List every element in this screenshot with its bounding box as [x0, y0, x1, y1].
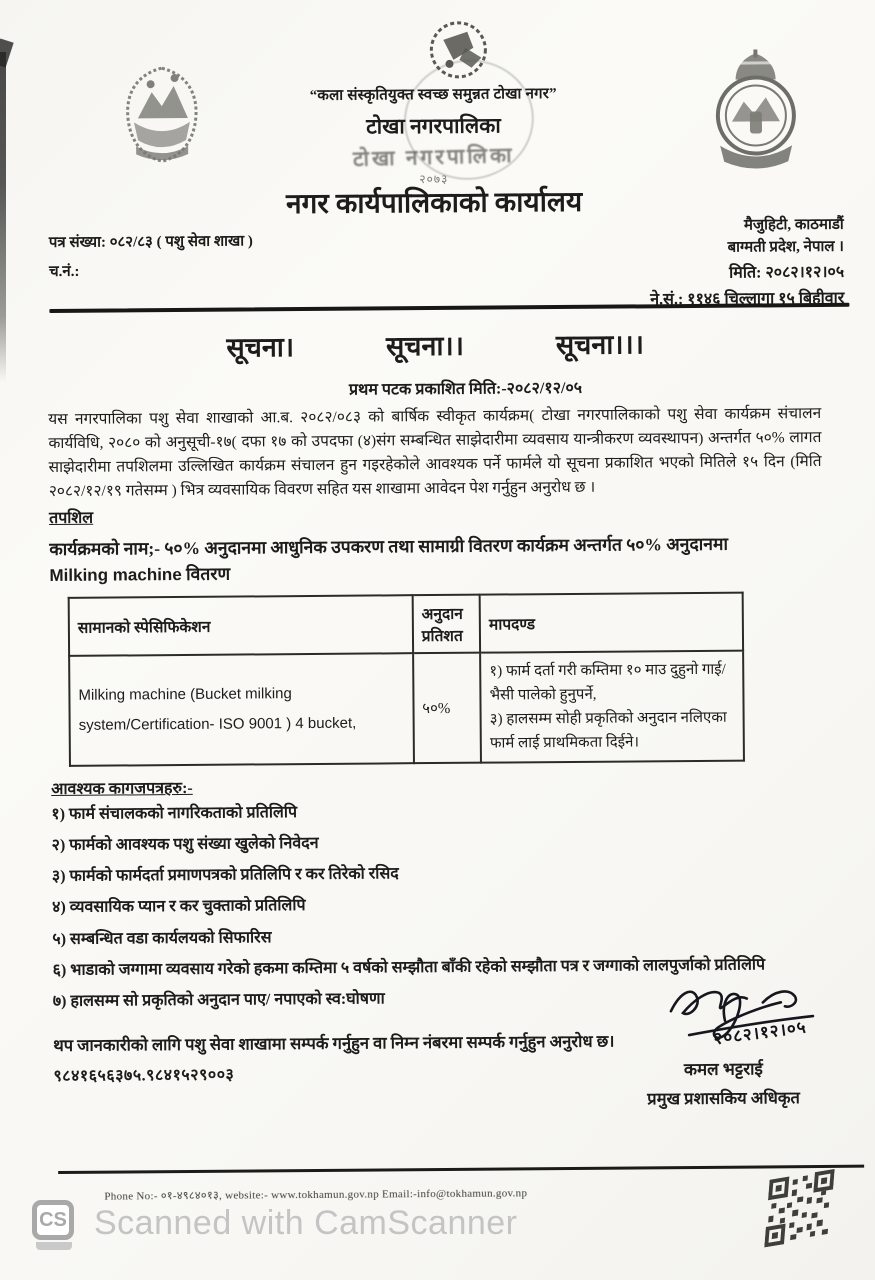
documents-heading: आवश्यक कागजपत्रहरु:- — [51, 779, 193, 798]
col-header-criteria: मापदण्ड — [480, 592, 743, 652]
notice-titles — [0, 323, 873, 367]
ref-number: पत्र संख्या: ०८२/८३ ( पशु सेवा शाखा ) — [48, 233, 253, 252]
address-line-1: मैजुहिटी, काठमाडौं — [743, 216, 844, 234]
cell-criteria-1: १) फार्म दर्ता गरी कम्तिमा १० माउ दुहुनो गाई/ भैसी पालेको हुनुपर्ने, — [489, 661, 726, 704]
cell-grant-percent: ५०% — [413, 652, 481, 763]
municipality-motto: “कला संस्कृतियुक्त स्वच्छ समुन्नत टोखा नगर” — [309, 86, 557, 104]
document-item-6: ६) भाडाको जग्गामा व्यवसाय गरेको हकमा कम्तिमा ५ वर्षको सम्झौता बाँकी रहेको सम्झौता पत्र र जग्गाको लालपुर्जाको प्रतिलिपि — [52, 956, 766, 979]
document-item-2: २) फार्मको आवश्यक पशु संख्या खुलेको निवेदन — [51, 834, 319, 855]
signature-block — [603, 972, 844, 1110]
signatory-name: कमल भट्टराई — [683, 1059, 763, 1080]
program-name-suffix: वितरण — [181, 563, 231, 585]
qr-code-icon — [764, 1169, 835, 1248]
specification-table — [68, 591, 745, 766]
program-name-english: Milking machine — [49, 565, 182, 586]
notice-body — [0, 396, 875, 590]
letter-meta — [0, 215, 872, 308]
document-item-4: ४) व्यवसायिक प्यान र कर चुक्ताको प्रतिलिपि — [52, 897, 306, 917]
office-title: नगर कार्यपालिकाको कार्यालय — [285, 186, 583, 221]
letterhead — [0, 0, 872, 221]
program-name-line: कार्यक्रमको नाम;- ५०% अनुदानमा आधुनिक उपकरण तथा सामाग्री वितरण कार्यक्रम अन्तर्गत ५०% अनुदानमा — [49, 533, 729, 560]
footer-contact-info: Phone No:- ०१-४९८४०१३, website:- www.tokhamun.gov.np Email:-info@tokhamun.gov.np — [104, 1187, 528, 1203]
handwritten-date: २०८२।१२।०५ — [712, 1017, 808, 1049]
camscanner-label: Scanned with CamScanner — [94, 1203, 518, 1242]
contact-phone-numbers: ९८४१६५६३७५.९८४१५२९००३ — [53, 1066, 235, 1086]
notice-title-3: सूचना।।। — [555, 329, 645, 361]
table-row — [69, 650, 744, 765]
notice-title-2: सूचना।। — [385, 330, 464, 362]
document-item-3: ३) फार्मको फार्मदर्ता प्रमाणपत्रको प्रतिलिपि र कर तिरेको रसिद — [51, 865, 399, 886]
municipality-name: टोखा नगरपालिका — [366, 113, 501, 139]
col-header-specification: सामानको स्पेसिफिकेशन — [69, 595, 413, 656]
first-published-date: प्रथम पटक प्रकाशित मिति:-२०८२/१२/०५ — [348, 379, 583, 399]
col-header-grant-percent: अनुदान प्रतिशत — [412, 594, 480, 653]
camscanner-logo-icon — [32, 1200, 78, 1246]
tapasil-heading: तपशिल — [48, 509, 94, 528]
camscanner-badge-text: CS — [39, 1208, 67, 1231]
contact-request-line: थप जानकारीको लागि पशु सेवा शाखामा सम्पर्क गर्नुहुन वा निम्न नंबरमा सम्पर्क गर्नुहुन अनुरोध छ। — [53, 1031, 615, 1056]
nepal-sambat-date: ने.सं.: ११४६ चिल्लागा १५ बिहीवार — [650, 289, 845, 309]
camscanner-watermark — [32, 1200, 518, 1246]
cell-specification: Milking machine (Bucket milking system/Certification- ISO 9001 ) 4 bucket, — [69, 653, 414, 766]
document-item-5: ५) सम्बन्धित वडा कार्यलयको सिफारिस — [52, 928, 272, 948]
notice-paragraph: यस नगरपालिका पशु सेवा शाखाको आ.ब. २०८२/०८३ को बार्षिक स्वीकृत कार्यक्रम( टोखा नगरपालिकाको पशु सेवा कार्यक्रम संचालन कार्यविधि, २०८० को अनुसूची-१७( दफा १७ को उपदफा (४)संग सम्बन्धित साझेदारीमा व्यवसाय यान्त्रीकरण व्यवस्थापन) अन्तर्गत ५०% लागत साझेदारीमा तपशिलमा उल्लिखित कार्यक्रम संचालन हुन गइरहेकोले आवश्यक पर्ने फार्मले यो सूचना प्रकाशित भएको मितिले १५ दिन (मिति २०८२/१२/१९ गतेसम्म ) भित्र व्यवसायिक विवरण सहित यस शाखामा आवेदन पेश गर्नुहुन अनुरोध छ । — [48, 404, 822, 501]
footer-divider — [58, 1165, 864, 1174]
signatory-title: प्रमुख प्रशासकिय अधिकृत — [647, 1088, 801, 1109]
dispatch-number: च.नं.: — [49, 263, 80, 280]
document-item-7: ७) हालसम्म सो प्रकृतिको अनुदान पाए/ नपाएको स्व:घोषणा — [52, 990, 385, 1010]
notice-title-1: सूचना। — [226, 332, 295, 363]
table-header-row — [69, 592, 743, 655]
stamp-overlay-text: टोखा नगरपालिका — [352, 142, 515, 172]
cell-criteria-2: ३) हालसम्म सोही प्रकृतिको अनुदान नलिएका फार्म लाई प्राथमिकता दिईने। — [489, 709, 727, 752]
address-line-2: बाग्मती प्रदेश, नेपाल । — [727, 238, 844, 256]
letter-date: मिति: २०८२।१२।०५ — [729, 263, 845, 282]
document-item-1: १) फार्म संचालकको नागरिकताको प्रतिलिपि — [51, 803, 298, 823]
stamp-year: २०७३ — [419, 171, 449, 187]
